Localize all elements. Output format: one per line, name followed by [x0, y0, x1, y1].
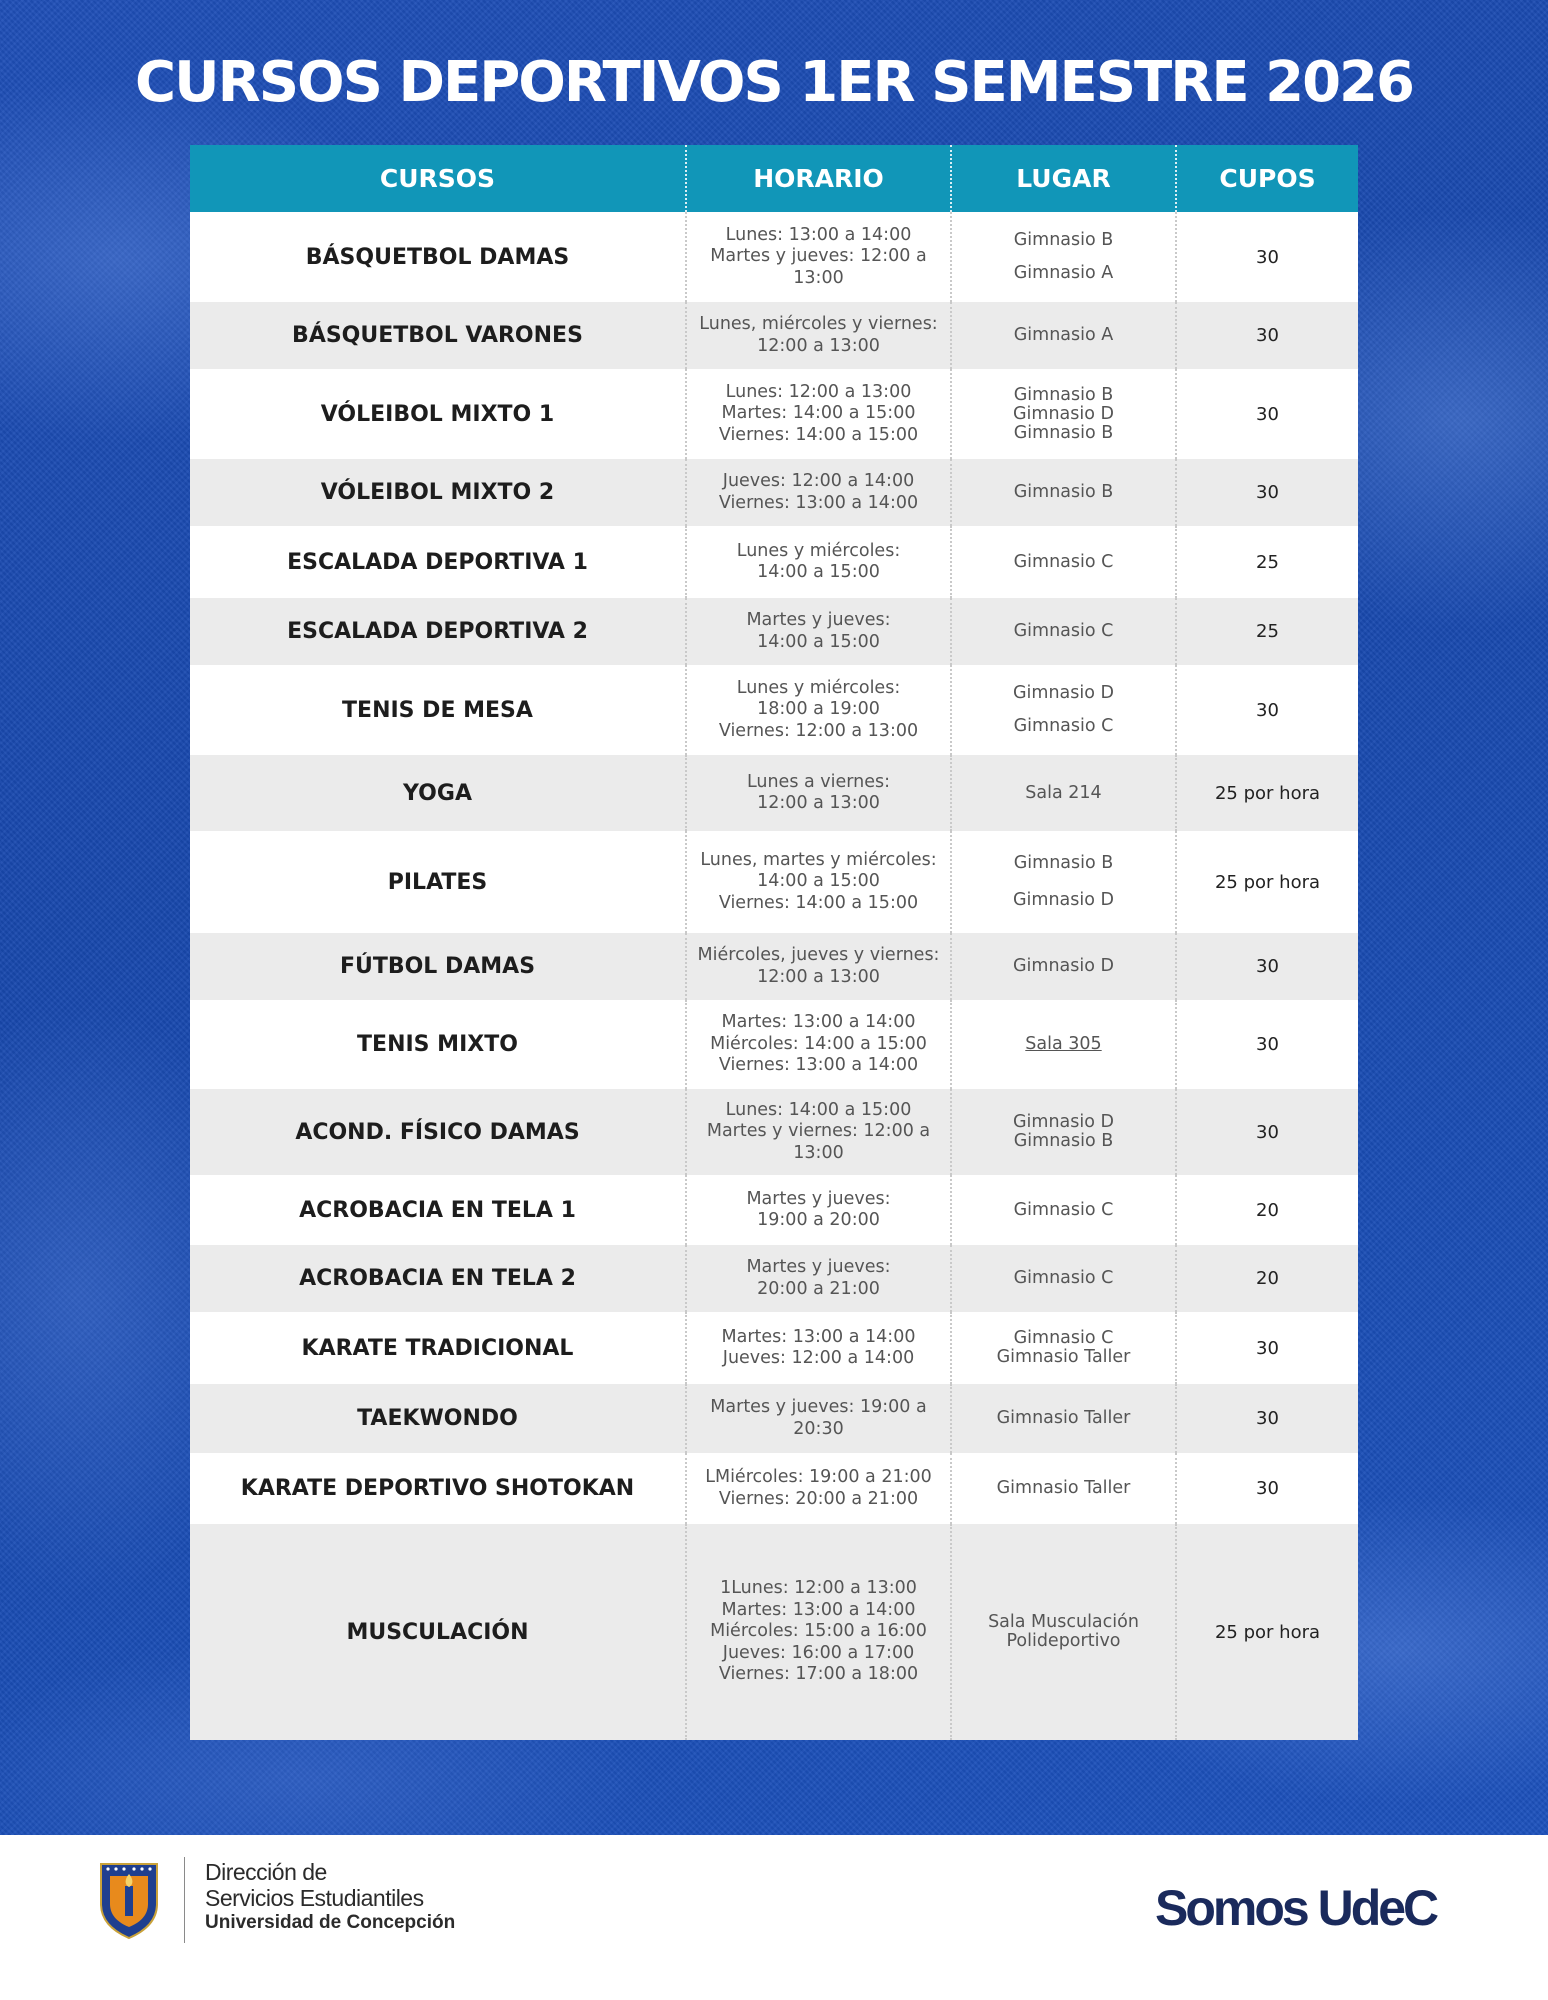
header-cursos: CURSOS — [190, 145, 687, 212]
course-name: FÚTBOL DAMAS — [190, 933, 687, 1000]
table-row — [190, 933, 1358, 1000]
course-location — [952, 302, 1177, 369]
course-slots: 20 — [1256, 1268, 1279, 1289]
course-schedule — [687, 1089, 952, 1175]
schedule-line: Lunes, miércoles y viernes: — [699, 314, 938, 334]
course-location — [952, 598, 1177, 665]
course-name: ESCALADA DEPORTIVA 2 — [190, 598, 687, 665]
course-name: YOGA — [190, 755, 687, 831]
table-row — [190, 1384, 1358, 1453]
schedule-line: Martes y jueves: — [746, 610, 891, 630]
schedule-line: Martes: 13:00 a 14:00 — [721, 1326, 916, 1347]
table-row — [190, 1000, 1358, 1089]
location-line: Sala 214 — [1025, 782, 1102, 803]
course-slots: 30 — [1256, 1121, 1279, 1143]
course-location — [952, 212, 1177, 302]
course-slots: 30 — [1256, 1337, 1279, 1359]
course-name: PILATES — [190, 831, 687, 933]
location-line: Gimnasio D — [1012, 403, 1114, 424]
course-name: KARATE TRADICIONAL — [190, 1312, 687, 1384]
location-line: Sala 305 — [1025, 1034, 1102, 1054]
schedule-line: Viernes: 14:00 a 15:00 — [718, 424, 919, 445]
course-name: ESCALADA DEPORTIVA 1 — [190, 526, 687, 598]
table-row — [190, 459, 1358, 526]
course-location — [952, 1175, 1177, 1245]
table-row — [190, 1453, 1358, 1524]
schedule-line: 20:30 — [793, 1418, 844, 1439]
course-name: VÓLEIBOL MIXTO 2 — [190, 459, 687, 526]
schedule-line: Lunes y miércoles: — [736, 540, 901, 561]
course-location — [952, 1245, 1177, 1312]
course-schedule — [687, 302, 952, 369]
table-row — [190, 1089, 1358, 1175]
course-location — [952, 459, 1177, 526]
course-slots: 30 — [1256, 699, 1279, 721]
table-row — [190, 831, 1358, 933]
course-schedule — [687, 598, 952, 665]
course-name: TENIS DE MESA — [190, 665, 687, 755]
somos-udec-logo: Somos UdeC — [1155, 1880, 1437, 1936]
schedule-line: Martes y jueves: 19:00 a — [710, 1397, 927, 1417]
schedule-line: Miércoles: 14:00 a 15:00 — [710, 1033, 927, 1054]
course-schedule — [687, 1245, 952, 1312]
course-slots: 30 — [1256, 403, 1279, 425]
course-slots: 30 — [1256, 325, 1279, 346]
header-horario: HORARIO — [687, 145, 952, 212]
location-line: Gimnasio D — [1012, 683, 1114, 704]
course-slots: 30 — [1256, 956, 1279, 977]
course-schedule — [687, 755, 952, 831]
schedule-line: Lunes: 12:00 a 13:00 — [725, 381, 912, 402]
course-location — [952, 369, 1177, 459]
location-line: Gimnasio C — [1013, 621, 1114, 641]
course-name: TAEKWONDO — [190, 1384, 687, 1453]
location-line: Gimnasio B — [1013, 422, 1114, 443]
course-name: MUSCULACIÓN — [190, 1524, 687, 1740]
schedule-line: 14:00 a 15:00 — [757, 562, 880, 582]
schedule-line: Viernes: 14:00 a 15:00 — [718, 892, 919, 913]
schedule-line: Martes y jueves: — [746, 1188, 891, 1209]
course-name: ACROBACIA EN TELA 1 — [190, 1175, 687, 1245]
schedule-line: Martes: 14:00 a 15:00 — [721, 403, 916, 424]
course-schedule — [687, 1524, 952, 1740]
course-name: BÁSQUETBOL VARONES — [190, 302, 687, 369]
location-line: Polideportivo — [1006, 1631, 1121, 1651]
course-slots: 30 — [1256, 1408, 1279, 1429]
department-block — [205, 1859, 455, 1935]
course-location — [952, 933, 1177, 1000]
schedule-line: Jueves: 12:00 a 14:00 — [722, 1348, 915, 1368]
course-slots: 25 — [1256, 621, 1279, 642]
department-line-2: Servicios Estudiantiles — [205, 1885, 424, 1911]
schedule-line: Jueves: 16:00 a 17:00 — [722, 1642, 915, 1663]
location-line: Gimnasio C — [1013, 1199, 1114, 1220]
course-slots: 30 — [1256, 482, 1279, 503]
schedule-line: Viernes: 17:00 a 18:00 — [718, 1664, 919, 1685]
course-location — [952, 1312, 1177, 1384]
location-line: Gimnasio C — [1013, 1268, 1114, 1288]
table-row — [190, 1175, 1358, 1245]
course-slots: 25 por hora — [1214, 1621, 1321, 1643]
course-schedule — [687, 831, 952, 933]
course-name: TENIS MIXTO — [190, 1000, 687, 1089]
course-schedule — [687, 933, 952, 1000]
location-line: Gimnasio A — [1013, 325, 1114, 345]
schedule-line: Viernes: 13:00 a 14:00 — [718, 492, 919, 513]
course-schedule — [687, 459, 952, 526]
location-line: Gimnasio Taller — [996, 1478, 1131, 1498]
course-schedule — [687, 526, 952, 598]
course-slots: 30 — [1256, 1478, 1279, 1499]
course-name: KARATE DEPORTIVO SHOTOKAN — [190, 1453, 687, 1524]
schedule-line: Lunes, martes y miércoles: — [700, 849, 937, 870]
course-location — [952, 1089, 1177, 1175]
location-line: Gimnasio Taller — [996, 1408, 1131, 1428]
schedule-line: Viernes: 12:00 a 13:00 — [718, 720, 919, 741]
schedule-line: Viernes: 20:00 a 21:00 — [718, 1488, 919, 1509]
table-row — [190, 755, 1358, 831]
course-name: ACROBACIA EN TELA 2 — [190, 1245, 687, 1312]
department-line-1: Dirección de — [205, 1859, 327, 1885]
location-line: Gimnasio Taller — [996, 1347, 1131, 1367]
course-schedule — [687, 1384, 952, 1453]
location-line: Gimnasio D — [1012, 1112, 1114, 1132]
schedule-line: 20:00 a 21:00 — [757, 1278, 880, 1299]
table-row — [190, 665, 1358, 755]
course-schedule — [687, 1000, 952, 1089]
schedule-line: 14:00 a 15:00 — [757, 871, 880, 892]
page-title: CURSOS DEPORTIVOS 1ER SEMESTRE 2026 — [135, 50, 1413, 115]
table-row — [190, 302, 1358, 369]
course-slots: 25 por hora — [1214, 871, 1321, 893]
table-row — [190, 369, 1358, 459]
course-slots: 25 por hora — [1214, 782, 1321, 804]
schedule-line: Martes: 13:00 a 14:00 — [721, 1599, 916, 1620]
course-name: ACOND. FÍSICO DAMAS — [190, 1089, 687, 1175]
table-row — [190, 1524, 1358, 1740]
schedule-line: 12:00 a 13:00 — [757, 335, 880, 356]
location-line: Gimnasio B — [1013, 384, 1114, 405]
course-schedule — [687, 1312, 952, 1384]
schedule-line: Martes: 13:00 a 14:00 — [721, 1012, 916, 1033]
course-schedule — [687, 1175, 952, 1245]
courses-table — [190, 145, 1358, 1740]
university-crest-logo — [98, 1860, 160, 1940]
schedule-line: Lunes y miércoles: — [736, 677, 901, 698]
location-line: Gimnasio C — [1013, 715, 1114, 736]
location-line: Gimnasio B — [1013, 230, 1114, 251]
location-line: Sala Musculación — [988, 1612, 1139, 1632]
course-slots: 30 — [1256, 1034, 1279, 1055]
schedule-line: Martes y viernes: 12:00 a — [706, 1121, 931, 1142]
schedule-line: LMiércoles: 19:00 a 21:00 — [705, 1467, 932, 1487]
schedule-line: Lunes: 13:00 a 14:00 — [725, 224, 912, 245]
course-location — [952, 1000, 1177, 1089]
table-header — [190, 145, 1358, 212]
schedule-line: Lunes: 14:00 a 15:00 — [725, 1099, 912, 1120]
location-line: Gimnasio D — [1012, 889, 1114, 910]
header-lugar: LUGAR — [952, 145, 1177, 212]
course-location — [952, 1524, 1177, 1740]
course-slots: 20 — [1256, 1199, 1279, 1221]
course-schedule — [687, 665, 952, 755]
location-line: Gimnasio A — [1013, 262, 1114, 283]
location-line: Gimnasio B — [1013, 1131, 1114, 1151]
schedule-line: 13:00 — [793, 1142, 844, 1163]
course-location — [952, 1453, 1177, 1524]
location-line: Gimnasio D — [1012, 956, 1114, 976]
location-line: Gimnasio B — [1013, 482, 1114, 502]
schedule-line: Miércoles: 15:00 a 16:00 — [710, 1621, 927, 1642]
course-schedule — [687, 1453, 952, 1524]
course-schedule — [687, 212, 952, 302]
table-row — [190, 526, 1358, 598]
course-name: VÓLEIBOL MIXTO 1 — [190, 369, 687, 459]
course-slots: 25 — [1256, 551, 1279, 573]
location-line: Gimnasio C — [1013, 1328, 1114, 1348]
schedule-line: 12:00 a 13:00 — [757, 966, 880, 987]
course-name: BÁSQUETBOL DAMAS — [190, 212, 687, 302]
table-row — [190, 212, 1358, 302]
schedule-line: 12:00 a 13:00 — [757, 793, 880, 813]
course-location — [952, 755, 1177, 831]
schedule-line: 18:00 a 19:00 — [757, 699, 880, 720]
course-location — [952, 831, 1177, 933]
table-row — [190, 1312, 1358, 1384]
schedule-line: Martes y jueves: 12:00 a — [710, 246, 927, 267]
header-cupos: CUPOS — [1219, 164, 1316, 193]
table-row — [190, 1245, 1358, 1312]
table-body — [190, 212, 1358, 1740]
schedule-line: 14:00 a 15:00 — [757, 631, 880, 652]
course-schedule — [687, 369, 952, 459]
schedule-line: Lunes a viernes: — [746, 771, 891, 792]
university-name: Universidad de Concepción — [205, 1912, 456, 1933]
schedule-line: 1Lunes: 12:00 a 13:00 — [720, 1578, 917, 1599]
schedule-line: 19:00 a 20:00 — [757, 1210, 880, 1230]
course-location — [952, 526, 1177, 598]
footer-divider — [184, 1857, 185, 1943]
schedule-line: Jueves: 12:00 a 14:00 — [722, 471, 915, 491]
course-location — [952, 1384, 1177, 1453]
schedule-line: 13:00 — [793, 267, 844, 288]
schedule-line: Miércoles, jueves y viernes: — [697, 945, 940, 965]
course-location — [952, 665, 1177, 755]
location-line: Gimnasio B — [1013, 853, 1114, 874]
schedule-line: Martes y jueves: — [746, 1257, 891, 1277]
schedule-line: Viernes: 13:00 a 14:00 — [718, 1055, 919, 1076]
location-line: Gimnasio C — [1013, 551, 1114, 572]
course-slots: 30 — [1256, 246, 1279, 268]
table-row — [190, 598, 1358, 665]
footer — [0, 1835, 1548, 2000]
